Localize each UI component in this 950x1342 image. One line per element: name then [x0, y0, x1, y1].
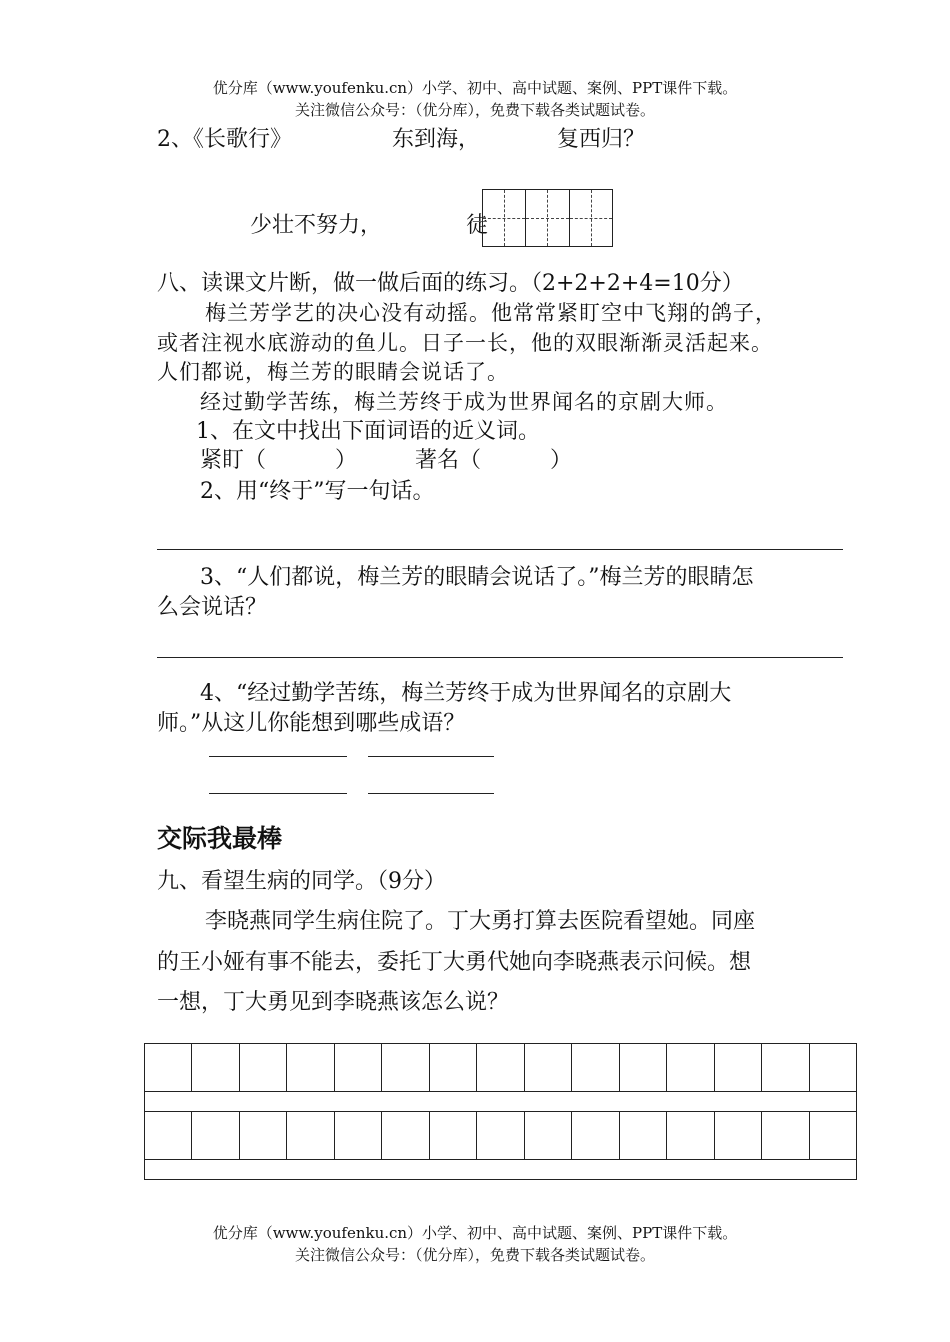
tianzi-grid-answer[interactable] [482, 189, 613, 247]
grid-cell[interactable] [240, 1044, 287, 1091]
question-3-line-2: 么会说话？ [157, 595, 268, 620]
section9-heading: 交际我最棒 [157, 824, 283, 853]
grid-cell[interactable] [430, 1112, 477, 1159]
grid-cell[interactable] [762, 1044, 809, 1091]
grid-cell[interactable] [620, 1044, 667, 1091]
grid-cell[interactable] [335, 1112, 382, 1159]
grid-cell[interactable] [382, 1112, 429, 1159]
question-4-line-1: 4、“经过勤学苦练，梅兰芳终于成为世界闻名的京剧大 [200, 681, 732, 706]
passage-line-2: 或者注视水底游动的鱼儿。日子一长，他的双眼渐渐灵活起来。 [157, 331, 773, 355]
question-2: 2、用“终于”写一句话。 [200, 479, 435, 504]
grid-cell[interactable] [762, 1112, 809, 1159]
section9-title: 九、看望生病的同学。（9分） [157, 869, 446, 894]
answer-line-q3[interactable] [157, 657, 843, 658]
writing-grid-row[interactable] [145, 1112, 856, 1160]
grid-cell[interactable] [430, 1044, 477, 1091]
grid-cell[interactable] [192, 1112, 239, 1159]
grid-cell[interactable] [192, 1044, 239, 1091]
grid-spacer-row [145, 1160, 856, 1179]
passage-line-3: 人们都说，梅兰芳的眼睛会说话了。 [157, 360, 509, 384]
poem-question-label: 2、《长歌行》 [157, 127, 292, 152]
grid-cell[interactable] [715, 1044, 762, 1091]
answer-line-q2[interactable] [157, 549, 843, 550]
poem-line2-char: 徒 [466, 213, 489, 238]
tianzi-cell[interactable] [526, 190, 569, 246]
idiom-blank-3[interactable] [209, 793, 347, 794]
grid-cell[interactable] [525, 1112, 572, 1159]
grid-cell[interactable] [810, 1044, 856, 1091]
grid-cell[interactable] [477, 1112, 524, 1159]
idiom-blank-1[interactable] [209, 756, 347, 757]
grid-cell[interactable] [335, 1044, 382, 1091]
grid-cell[interactable] [810, 1112, 856, 1159]
poem-part-b: 复西归？ [557, 127, 646, 152]
grid-cell[interactable] [382, 1044, 429, 1091]
grid-cell[interactable] [620, 1112, 667, 1159]
idiom-blank-2[interactable] [368, 756, 494, 757]
q1-word-b: 著名（ [415, 448, 482, 473]
section9-text-line-3: 一想，丁大勇见到李晓燕该怎么说？ [157, 990, 510, 1015]
grid-cell[interactable] [525, 1044, 572, 1091]
section9-text-line-1: 李晓燕同学生病住院了。丁大勇打算去医院看望她。同座 [205, 909, 756, 934]
passage-line-1: 梅兰芳学艺的决心没有动摇。他常常紧盯空中飞翔的鸽子， [205, 301, 777, 325]
grid-cell[interactable] [667, 1112, 714, 1159]
grid-cell[interactable] [145, 1112, 192, 1159]
tianzi-cell[interactable] [570, 190, 612, 246]
idiom-blank-4[interactable] [368, 793, 494, 794]
grid-cell[interactable] [240, 1112, 287, 1159]
footer-line-2: 关注微信公众号：（优分库），免费下载各类试题试卷。 [294, 1246, 655, 1264]
grid-cell[interactable] [572, 1044, 619, 1091]
writing-grid-row[interactable] [145, 1044, 856, 1092]
tianzi-cell[interactable] [483, 190, 526, 246]
passage-line-4: 经过勤学苦练，梅兰芳终于成为世界闻名的京剧大师。 [200, 390, 728, 414]
poem-line2-text: 少壮不努力， [250, 213, 383, 238]
header-line-2: 关注微信公众号：（优分库），免费下载各类试题试卷。 [294, 101, 655, 119]
grid-cell[interactable] [667, 1044, 714, 1091]
question-3-line-1: 3、“人们都说，梅兰芳的眼睛会说话了。”梅兰芳的眼睛怎 [200, 565, 754, 590]
grid-cell[interactable] [287, 1044, 334, 1091]
grid-cell[interactable] [477, 1044, 524, 1091]
q1-word-a-close: ） [335, 448, 358, 473]
grid-cell[interactable] [715, 1112, 762, 1159]
question-1: 1、在文中找出下面词语的近义词。 [196, 419, 540, 444]
grid-spacer-row [145, 1092, 856, 1112]
grid-cell[interactable] [287, 1112, 334, 1159]
q1-word-b-close: ） [550, 448, 573, 473]
footer-line-1: 优分库（www.youfenku.cn）小学、初中、高中试题、案例、PPT课件下载。 [212, 1224, 738, 1242]
question-4-line-2: 师。”从这儿你能想到哪些成语？ [157, 711, 466, 736]
header-line-1: 优分库（www.youfenku.cn）小学、初中、高中试题、案例、PPT课件下载。 [212, 79, 738, 97]
poem-part-a: 东到海， [392, 127, 481, 152]
grid-cell[interactable] [572, 1112, 619, 1159]
q1-word-a: 紧盯（ [200, 448, 267, 473]
grid-cell[interactable] [145, 1044, 192, 1091]
writing-grid[interactable] [144, 1043, 857, 1180]
section9-text-line-2: 的王小娅有事不能去，委托丁大勇代她向李晓燕表示问候。想 [157, 950, 752, 975]
section8-title: 八、读课文片断，做一做后面的练习。（2+2+2+4=10分） [157, 271, 744, 296]
